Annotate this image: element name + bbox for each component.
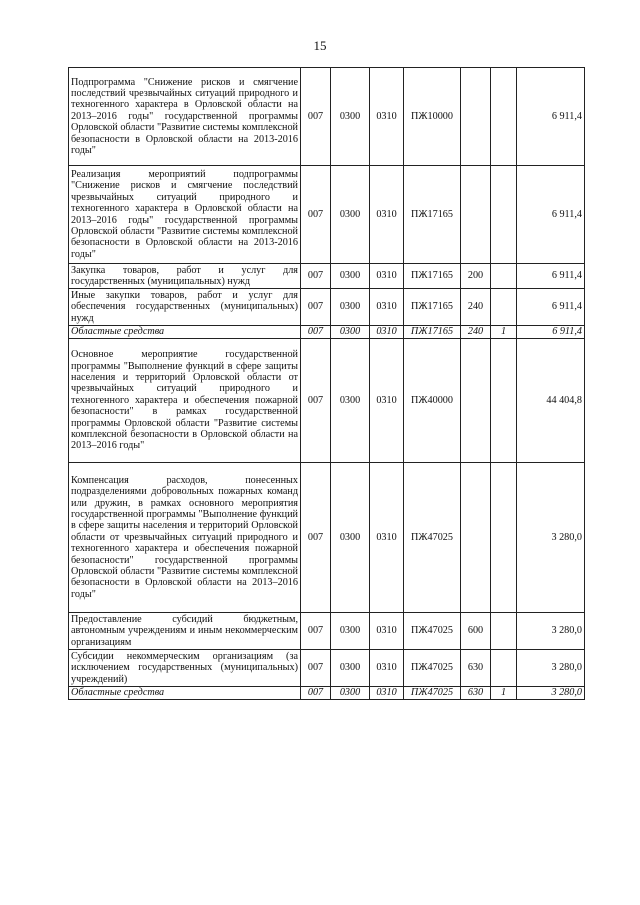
expense-type-code: 200 — [461, 264, 491, 289]
ved-code: 007 — [301, 339, 331, 463]
table-row — [69, 687, 585, 700]
table-row — [69, 68, 585, 166]
expense-type-code — [461, 339, 491, 463]
funding-source-code: 1 — [491, 687, 517, 700]
subsection-code: 0310 — [370, 68, 404, 166]
amount: 6 911,4 — [517, 326, 585, 339]
subsection-code: 0310 — [370, 326, 404, 339]
amount: 44 404,8 — [517, 339, 585, 463]
page-number: 15 — [313, 38, 327, 53]
expense-type-code — [461, 166, 491, 264]
target-article-code: ПЖ47025 — [404, 687, 461, 700]
section-code: 0300 — [331, 687, 370, 700]
target-article-code: ПЖ47025 — [404, 463, 461, 613]
subsection-code: 0310 — [370, 264, 404, 289]
target-article-code: ПЖ17165 — [404, 166, 461, 264]
subsection-code: 0310 — [370, 166, 404, 264]
row-description: Реализация мероприятий подпрограммы "Снижение рисков и смягчение последствий чрезвычайных ситуаций природного и техногенного характера в Орловской области на 2013–2016 годы" государственной программы Орловской области "Развитие системы комплексной безопасности в Орловской области на 2013-2016 годы" — [69, 166, 301, 264]
ved-code: 007 — [301, 68, 331, 166]
ved-code: 007 — [301, 463, 331, 613]
funding-source-code — [491, 463, 517, 613]
table-row — [69, 166, 585, 264]
section-code: 0300 — [331, 339, 370, 463]
section-code: 0300 — [331, 613, 370, 650]
row-description: Областные средства — [69, 687, 301, 700]
funding-source-code — [491, 650, 517, 687]
expense-type-code: 240 — [461, 326, 491, 339]
row-description: Предоставление субсидий бюджетным, автономным учреждениям и иным некоммерческим организациям — [69, 613, 301, 650]
expense-type-code: 630 — [461, 687, 491, 700]
funding-source-code — [491, 289, 517, 326]
table-row — [69, 613, 585, 650]
section-code: 0300 — [331, 463, 370, 613]
ved-code: 007 — [301, 264, 331, 289]
table-row — [69, 289, 585, 326]
table-row — [69, 463, 585, 613]
amount: 6 911,4 — [517, 264, 585, 289]
table-row — [69, 264, 585, 289]
subsection-code: 0310 — [370, 289, 404, 326]
expense-type-code — [461, 68, 491, 166]
row-description: Компенсация расходов, понесенных подразделениями добровольных пожарных команд или дружин, в рамках основного мероприятия государственной программы "Выполнение функций в сфере защиты населения и территорий Орловской области от чрезвычайных ситуаций природного и техногенного характера и обеспечения пожарной безопасности" государственной программы Орловской области "Развитие системы комплексной безопасности в Орловской области на 2013–2016 годы" — [69, 463, 301, 613]
amount: 3 280,0 — [517, 650, 585, 687]
section-code: 0300 — [331, 650, 370, 687]
section-code: 0300 — [331, 289, 370, 326]
section-code: 0300 — [331, 68, 370, 166]
ved-code: 007 — [301, 326, 331, 339]
amount: 3 280,0 — [517, 463, 585, 613]
table-row — [69, 650, 585, 687]
ved-code: 007 — [301, 289, 331, 326]
target-article-code: ПЖ17165 — [404, 289, 461, 326]
subsection-code: 0310 — [370, 339, 404, 463]
subsection-code: 0310 — [370, 650, 404, 687]
target-article-code: ПЖ47025 — [404, 613, 461, 650]
table-row — [69, 326, 585, 339]
row-description: Областные средства — [69, 326, 301, 339]
target-article-code: ПЖ17165 — [404, 326, 461, 339]
ved-code: 007 — [301, 650, 331, 687]
amount: 3 280,0 — [517, 687, 585, 700]
funding-source-code: 1 — [491, 326, 517, 339]
budget-table — [68, 67, 585, 700]
subsection-code: 0310 — [370, 463, 404, 613]
expense-type-code: 630 — [461, 650, 491, 687]
target-article-code: ПЖ10000 — [404, 68, 461, 166]
row-description: Основное мероприятие государственной программы "Выполнение функций в сфере защиты населения и территорий Орловской области от чрезвычайных ситуаций природного и техногенного характера и обеспечения пожарной безопасности" в рамках государственной программы Орловской области "Развитие системы комплексной безопасности в Орловской области на 2013–2016 годы" — [69, 339, 301, 463]
row-description: Закупка товаров, работ и услуг для государственных (муниципальных) нужд — [69, 264, 301, 289]
target-article-code: ПЖ47025 — [404, 650, 461, 687]
expense-type-code — [461, 463, 491, 613]
target-article-code: ПЖ40000 — [404, 339, 461, 463]
subsection-code: 0310 — [370, 613, 404, 650]
ved-code: 007 — [301, 166, 331, 264]
funding-source-code — [491, 264, 517, 289]
subsection-code: 0310 — [370, 687, 404, 700]
funding-source-code — [491, 339, 517, 463]
amount: 6 911,4 — [517, 68, 585, 166]
section-code: 0300 — [331, 264, 370, 289]
funding-source-code — [491, 68, 517, 166]
funding-source-code — [491, 166, 517, 264]
amount: 3 280,0 — [517, 613, 585, 650]
expense-type-code: 240 — [461, 289, 491, 326]
funding-source-code — [491, 613, 517, 650]
table-row — [69, 339, 585, 463]
section-code: 0300 — [331, 326, 370, 339]
row-description: Субсидии некоммерческим организациям (за исключением государственных (муниципальных) учреждений) — [69, 650, 301, 687]
row-description: Подпрограмма "Снижение рисков и смягчение последствий чрезвычайных ситуаций природного и техногенного характера в Орловской области на 2013–2016 годы" государственной программы Орловской области "Развитие системы комплексной безопасности в Орловской области на 2013-2016 годы" — [69, 68, 301, 166]
row-description: Иные закупки товаров, работ и услуг для обеспечения государственных (муниципальных) нужд — [69, 289, 301, 326]
amount: 6 911,4 — [517, 166, 585, 264]
section-code: 0300 — [331, 166, 370, 264]
target-article-code: ПЖ17165 — [404, 264, 461, 289]
ved-code: 007 — [301, 687, 331, 700]
ved-code: 007 — [301, 613, 331, 650]
expense-type-code: 600 — [461, 613, 491, 650]
amount: 6 911,4 — [517, 289, 585, 326]
